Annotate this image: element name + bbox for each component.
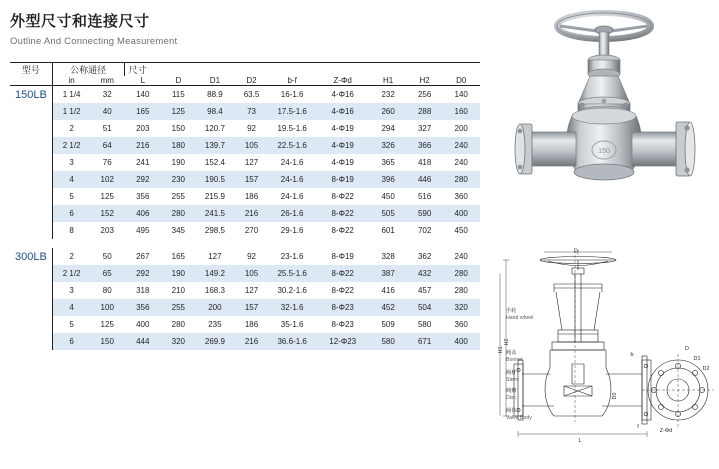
- cell-zd: 8-Φ19: [316, 171, 369, 188]
- cell-D0: 280: [454, 286, 468, 295]
- cell-H2: 362: [417, 252, 432, 261]
- svg-text:H2: H2: [504, 338, 510, 346]
- cell-bf: 24-1.6: [280, 192, 304, 201]
- cell-H1: 260: [369, 103, 407, 120]
- cell-H2: 457: [417, 286, 432, 295]
- cell-in: 6: [52, 205, 90, 222]
- cell-bf: 19.5-1.6: [277, 124, 307, 133]
- cell-zd: 8-Φ19: [331, 252, 354, 261]
- cell-in: 3: [52, 282, 90, 299]
- cell-in: 2: [52, 120, 90, 137]
- cell-bf: 24-1.6: [268, 171, 316, 188]
- class-label: 150LB: [10, 86, 52, 104]
- table-row: [10, 205, 480, 222]
- cell-D1: 152.4: [204, 158, 225, 167]
- cell-L: 292: [124, 265, 162, 282]
- cell-D2: 127: [244, 286, 259, 295]
- cell-D2: 92: [247, 124, 256, 133]
- cell-D1: 298.5: [204, 226, 225, 235]
- cell-D1: 88.9: [207, 90, 223, 99]
- svg-text:D2: D2: [702, 366, 710, 372]
- cell-D0: 140: [454, 90, 468, 99]
- cell-bf: 17.5-1.6: [268, 103, 316, 120]
- cell-D0: 450: [454, 226, 468, 235]
- cell-D2: 216: [235, 205, 269, 222]
- cell-D: 115: [171, 90, 185, 99]
- table-row: [10, 137, 480, 154]
- class-label-empty: [10, 282, 52, 299]
- cell-D0: 200: [454, 124, 468, 133]
- cell-L: 406: [124, 205, 162, 222]
- cell-L: 444: [124, 333, 162, 350]
- class-label-empty: [10, 154, 52, 171]
- cell-H2: 446: [407, 171, 443, 188]
- cell-H1: 601: [381, 226, 395, 235]
- cell-H1: 450: [381, 192, 395, 201]
- callout-disc: 阀瓣 Disc: [506, 388, 517, 401]
- header-mm: mm: [90, 76, 124, 86]
- cell-zd: 8-Φ22: [316, 265, 369, 282]
- svg-text:f: f: [637, 424, 639, 430]
- table-row: [10, 299, 480, 316]
- cell-in: 5: [52, 188, 90, 205]
- cell-L: 216: [124, 137, 162, 154]
- cell-bf: 29-1.6: [280, 226, 304, 235]
- cell-L: 241: [136, 158, 150, 167]
- cell-L: 356: [136, 192, 150, 201]
- cell-in: 1 1/2: [52, 103, 90, 120]
- cell-L: 356: [124, 299, 162, 316]
- cell-L: 165: [124, 103, 162, 120]
- table-row: [10, 248, 480, 265]
- cell-H2: 418: [417, 158, 432, 167]
- cell-D0: 320: [442, 299, 480, 316]
- cell-zd: 12-Φ23: [316, 333, 369, 350]
- header-D1: D1: [195, 76, 235, 86]
- class-label-empty: [10, 137, 52, 154]
- cell-mm: 125: [100, 320, 114, 329]
- table-row: [10, 188, 480, 205]
- cell-D1: 120.7: [204, 124, 225, 133]
- cell-mm: 64: [90, 137, 124, 154]
- cell-bf: 16-1.6: [280, 90, 304, 99]
- cell-in: 5: [52, 316, 90, 333]
- svg-text:D: D: [685, 346, 689, 352]
- cell-L: 495: [136, 226, 150, 235]
- cell-D2: 105: [235, 137, 269, 154]
- cell-zd: 8-Φ22: [331, 286, 354, 295]
- header-H1: H1: [369, 76, 407, 86]
- cell-mm: 50: [102, 252, 112, 261]
- cell-zd: 8-Φ23: [316, 299, 369, 316]
- cell-D2: 157: [235, 299, 269, 316]
- cell-D2: 63.5: [243, 90, 260, 99]
- cell-H2: 288: [407, 103, 443, 120]
- cell-D0: 280: [442, 171, 480, 188]
- table-row: [10, 86, 480, 104]
- cell-D1: 139.7: [195, 137, 235, 154]
- cell-H1: 232: [381, 90, 395, 99]
- cell-bf: 36.6-1.6: [268, 333, 316, 350]
- callout-valve-body: 阀体 Valve Body: [506, 408, 532, 421]
- table-header-row-2: [10, 76, 480, 86]
- class-label-empty: [10, 299, 52, 316]
- cell-mm: 102: [90, 171, 124, 188]
- group-spacer: [10, 239, 480, 248]
- cell-mm: 80: [102, 286, 112, 295]
- cell-D: 280: [162, 205, 196, 222]
- cell-bf: 25.5-1.6: [268, 265, 316, 282]
- cell-D1: 241.5: [195, 205, 235, 222]
- svg-text:H1: H1: [498, 346, 504, 354]
- cell-bf: 32-1.6: [268, 299, 316, 316]
- class-label-empty: [10, 171, 52, 188]
- header-nominal-diameter: 公称通径: [52, 63, 124, 77]
- cell-H2: 580: [417, 320, 432, 329]
- cell-D0: 240: [442, 137, 480, 154]
- class-label-empty: [10, 316, 52, 333]
- cell-zd: 4-Φ16: [331, 90, 354, 99]
- svg-text:150: 150: [598, 148, 610, 155]
- cell-D1: 269.9: [195, 333, 235, 350]
- cell-zd: 8-Φ22: [331, 192, 354, 201]
- class-label-empty: [10, 205, 52, 222]
- cell-D1: 215.9: [204, 192, 225, 201]
- table-row: [10, 120, 480, 137]
- class-label: 300LB: [10, 248, 52, 265]
- cell-L: 267: [136, 252, 150, 261]
- svg-text:b: b: [630, 352, 634, 358]
- cell-in: 4: [52, 299, 90, 316]
- cell-D: 255: [162, 299, 196, 316]
- cell-bf: 30.2-1.6: [277, 286, 307, 295]
- page-title: 外型尺寸和连接尺寸: [10, 13, 150, 30]
- class-label-empty: [10, 222, 52, 239]
- page-title-block: [10, 10, 440, 47]
- svg-text:D0: D0: [612, 392, 618, 400]
- cell-H1: 509: [381, 320, 395, 329]
- cell-D1: 235: [208, 320, 222, 329]
- header-L: L: [124, 76, 162, 86]
- cell-D: 190: [171, 158, 186, 167]
- cell-D: 255: [171, 192, 186, 201]
- cell-D2: 216: [235, 333, 269, 350]
- cell-zd: 4-Φ16: [316, 103, 369, 120]
- cell-H1: 365: [381, 158, 395, 167]
- cell-H1: 452: [369, 299, 407, 316]
- cell-D1: 127: [208, 252, 222, 261]
- cell-bf: 23-1.6: [280, 252, 304, 261]
- cell-H1: 326: [369, 137, 407, 154]
- callout-hand-wheel: 手轮 Hand wheel: [506, 308, 534, 321]
- cell-mm: 32: [102, 90, 112, 99]
- cell-H2: 327: [417, 124, 432, 133]
- cell-zd: 8-Φ22: [331, 226, 354, 235]
- callout-stem: 阀杆 Stem: [506, 370, 519, 383]
- cell-L: 140: [136, 90, 150, 99]
- cell-D0: 160: [442, 103, 480, 120]
- cell-D1: 190.5: [195, 171, 235, 188]
- cell-D: 150: [171, 124, 186, 133]
- cell-D: 280: [171, 320, 186, 329]
- table-header-row-1: [10, 63, 480, 77]
- cell-D0: 280: [442, 265, 480, 282]
- cell-bf: 24-1.6: [280, 158, 304, 167]
- cell-H1: 387: [369, 265, 407, 282]
- page-subtitle: Outline And Connecting Measurement: [10, 36, 178, 47]
- class-label-empty: [10, 188, 52, 205]
- cell-D: 210: [171, 286, 186, 295]
- cell-H2: 590: [407, 205, 443, 222]
- cell-D: 125: [162, 103, 196, 120]
- cell-L: 400: [136, 320, 150, 329]
- cell-L: 292: [124, 171, 162, 188]
- cell-D1: 149.2: [195, 265, 235, 282]
- cell-H2: 432: [407, 265, 443, 282]
- cell-in: 8: [52, 222, 90, 239]
- cell-in: 6: [52, 333, 90, 350]
- cell-mm: 76: [102, 158, 112, 167]
- cell-D2: 186: [244, 320, 259, 329]
- cell-D0: 240: [454, 158, 468, 167]
- cell-D1: 200: [195, 299, 235, 316]
- header-model: 型号: [10, 63, 52, 77]
- class-label-empty: [10, 103, 52, 120]
- table-row: [10, 154, 480, 171]
- cell-mm: 65: [90, 265, 124, 282]
- cell-D0: 400: [442, 333, 480, 350]
- cell-mm: 100: [90, 299, 124, 316]
- cell-D2: 92: [247, 252, 256, 261]
- cell-in: 2 1/2: [52, 265, 90, 282]
- cell-H2: 516: [417, 192, 432, 201]
- cell-D1: 98.4: [195, 103, 235, 120]
- cell-D: 190: [162, 265, 196, 282]
- cell-D: 165: [171, 252, 186, 261]
- header-zd: Z-Φd: [316, 76, 369, 86]
- cell-D: 230: [162, 171, 196, 188]
- cell-zd: 8-Φ23: [331, 320, 354, 329]
- cell-D0: 240: [454, 252, 468, 261]
- header-in: in: [52, 76, 90, 86]
- cell-D2: 105: [235, 265, 269, 282]
- header-size: 尺寸: [124, 63, 480, 77]
- cell-D: 345: [171, 226, 186, 235]
- cell-D2: 73: [235, 103, 269, 120]
- table-row: [10, 282, 480, 299]
- cell-mm: 40: [90, 103, 124, 120]
- cell-D0: 360: [454, 192, 468, 201]
- class-label-empty: [10, 333, 52, 350]
- cell-H1: 328: [381, 252, 395, 261]
- cell-in: 4: [52, 171, 90, 188]
- cell-D1: 168.3: [204, 286, 225, 295]
- table-row: [10, 222, 480, 239]
- svg-text:D1: D1: [693, 356, 701, 362]
- header-D2: D2: [235, 76, 269, 86]
- cell-bf: 22.5-1.6: [268, 137, 316, 154]
- cell-H2: 504: [407, 299, 443, 316]
- cell-H2: 702: [417, 226, 432, 235]
- cell-mm: 51: [102, 124, 112, 133]
- cell-mm: 150: [90, 333, 124, 350]
- cell-H1: 580: [369, 333, 407, 350]
- cell-zd: 4-Φ19: [331, 158, 354, 167]
- cell-D: 320: [162, 333, 196, 350]
- table-row: [10, 103, 480, 120]
- table-row: [10, 265, 480, 282]
- cell-H1: 396: [369, 171, 407, 188]
- cell-H2: 366: [407, 137, 443, 154]
- cell-H1: 505: [369, 205, 407, 222]
- header-H2: H2: [407, 76, 443, 86]
- cell-L: 203: [136, 124, 150, 133]
- cell-mm: 125: [100, 192, 114, 201]
- cell-H2: 256: [417, 90, 432, 99]
- cell-in: 2: [52, 248, 90, 265]
- cell-H2: 671: [407, 333, 443, 350]
- cell-D2: 157: [235, 171, 269, 188]
- table-row: [10, 171, 480, 188]
- valve-technical-drawing: [492, 246, 714, 464]
- cell-mm: 203: [100, 226, 114, 235]
- svg-text:D: D: [574, 248, 578, 255]
- cell-L: 318: [136, 286, 150, 295]
- table-row: [10, 316, 480, 333]
- cell-mm: 152: [90, 205, 124, 222]
- cell-in: 1 1/4: [52, 86, 90, 104]
- cell-D0: 360: [454, 320, 468, 329]
- cell-D2: 186: [244, 192, 259, 201]
- header-bf: b-f: [268, 76, 316, 86]
- valve-photo: [498, 4, 710, 236]
- callout-bonnet: 阀盖 Bonnet: [506, 350, 523, 363]
- class-label-empty: [10, 265, 52, 282]
- cell-zd: 4-Φ19: [331, 124, 354, 133]
- cell-zd: 8-Φ22: [316, 205, 369, 222]
- cell-H1: 294: [381, 124, 395, 133]
- cell-D: 180: [162, 137, 196, 154]
- cell-in: 2 1/2: [52, 137, 90, 154]
- dimensions-table: [10, 62, 480, 350]
- cell-bf: 26-1.6: [268, 205, 316, 222]
- svg-text:Z-Φd: Z-Φd: [659, 428, 673, 434]
- header-D0: D0: [442, 76, 480, 86]
- svg-text:L: L: [578, 438, 582, 444]
- cell-D2: 270: [244, 226, 259, 235]
- cell-D2: 127: [244, 158, 259, 167]
- cell-in: 3: [52, 154, 90, 171]
- cell-D0: 400: [442, 205, 480, 222]
- cell-zd: 4-Φ19: [316, 137, 369, 154]
- cell-H1: 416: [381, 286, 395, 295]
- header-D: D: [162, 76, 196, 86]
- table-row: [10, 333, 480, 350]
- class-label-empty: [10, 120, 52, 137]
- cell-bf: 35-1.6: [280, 320, 304, 329]
